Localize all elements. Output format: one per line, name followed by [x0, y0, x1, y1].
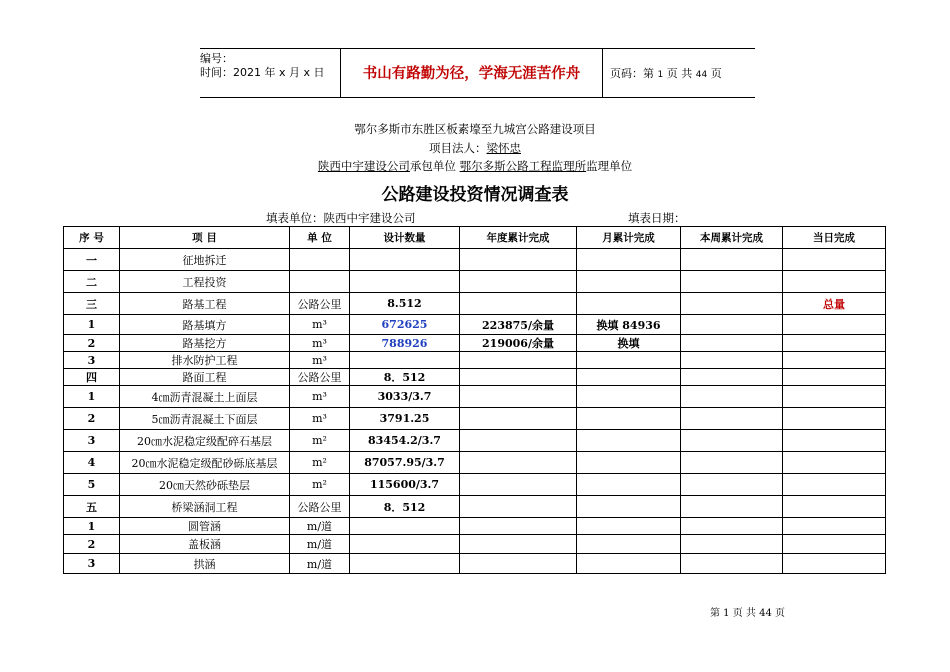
table-cell — [460, 474, 577, 496]
table-cell — [681, 335, 783, 352]
table-cell: 2 — [64, 535, 120, 554]
table-cell: m/道 — [290, 535, 350, 554]
table-cell — [681, 293, 783, 315]
table-cell: 219006/余量 — [460, 335, 577, 352]
table-cell: 1 — [64, 386, 120, 408]
table-cell — [350, 535, 460, 554]
table-cell: m² — [290, 474, 350, 496]
table-cell: 换填 — [577, 335, 681, 352]
table-cell — [681, 496, 783, 518]
table-cell: 788926 — [350, 335, 460, 352]
table-cell — [290, 249, 350, 271]
table-cell: 公路公里 — [290, 496, 350, 518]
table-cell — [577, 369, 681, 386]
table-cell: m³ — [290, 352, 350, 369]
table-cell: 115600/3.7 — [350, 474, 460, 496]
table-row — [64, 249, 886, 271]
table-cell — [577, 518, 681, 535]
table-cell — [783, 430, 886, 452]
table-cell — [783, 408, 886, 430]
table-cell: 三 — [64, 293, 120, 315]
table-cell — [460, 249, 577, 271]
table-cell — [577, 249, 681, 271]
table-cell — [460, 535, 577, 554]
table-cell — [681, 430, 783, 452]
table-cell: 公路公里 — [290, 293, 350, 315]
table-cell — [783, 496, 886, 518]
table-cell: 8．512 — [350, 496, 460, 518]
table-cell: 路基工程 — [120, 293, 290, 315]
table-cell: 4㎝沥青混凝土上面层 — [120, 386, 290, 408]
table-cell — [681, 408, 783, 430]
table-cell — [460, 352, 577, 369]
table-cell: 换填 84936 — [577, 315, 681, 335]
table-cell: 3 — [64, 352, 120, 369]
table-row — [64, 452, 886, 474]
table-cell: 5 — [64, 474, 120, 496]
page-total: 44 — [695, 70, 708, 80]
table-cell: 20㎝水泥稳定级配砂砾底基层 — [120, 452, 290, 474]
table-cell — [681, 474, 783, 496]
project-legal: 项目法人：梁怀忠 — [429, 141, 521, 155]
table-cell: 总量 — [783, 293, 886, 315]
number-label: 编号： — [200, 52, 233, 65]
table-cell — [783, 369, 886, 386]
table-cell: m³ — [290, 408, 350, 430]
table-cell: 路基挖方 — [120, 335, 290, 352]
table-cell — [577, 408, 681, 430]
table-cell: 2 — [64, 335, 120, 352]
time-label: 时间：2021 年 x 月 x 日 — [200, 66, 325, 79]
table-cell — [350, 271, 460, 293]
table-header-row — [64, 227, 886, 249]
fill-date: 填表日期： — [628, 211, 686, 225]
table-cell — [681, 369, 783, 386]
table-cell — [460, 518, 577, 535]
table-cell — [681, 352, 783, 369]
table-cell: 223875/余量 — [460, 315, 577, 335]
document-header — [200, 48, 755, 98]
table-cell — [783, 335, 886, 352]
table-row — [64, 518, 886, 535]
page-footer: 第 1 页 共 44 页 — [710, 608, 785, 619]
table-cell — [350, 352, 460, 369]
table-cell — [577, 496, 681, 518]
table-cell: 工程投资 — [120, 271, 290, 293]
header-motto: 书山有路勤为径，学海无涯苦作舟 — [340, 49, 603, 97]
page-end: 页 — [710, 67, 722, 80]
table-cell: 20㎝天然砂砾垫层 — [120, 474, 290, 496]
contractor-name: 陕西中宇建设公司 — [317, 159, 410, 173]
table-cell: 8．512 — [350, 369, 460, 386]
table-row — [64, 271, 886, 293]
table-cell: 圆管涵 — [120, 518, 290, 535]
table-cell: 四 — [64, 369, 120, 386]
table-cell — [350, 554, 460, 574]
table-cell: m³ — [290, 315, 350, 335]
table-cell — [460, 496, 577, 518]
table-row — [64, 535, 886, 554]
table-cell — [783, 249, 886, 271]
table-row — [64, 554, 886, 574]
table-cell: 3 — [64, 554, 120, 574]
table-cell: 二 — [64, 271, 120, 293]
table-row — [64, 369, 886, 386]
table-cell — [577, 554, 681, 574]
table-cell: 盖板涵 — [120, 535, 290, 554]
table-row — [64, 293, 886, 315]
table-cell: 3033/3.7 — [350, 386, 460, 408]
table-cell: 排水防护工程 — [120, 352, 290, 369]
table-cell — [681, 452, 783, 474]
table-cell — [460, 430, 577, 452]
header-page-info — [604, 49, 755, 97]
table-cell: 公路公里 — [290, 369, 350, 386]
table-cell: 87057.95/3.7 — [350, 452, 460, 474]
table-cell: 路面工程 — [120, 369, 290, 386]
table-cell: m³ — [290, 386, 350, 408]
table-cell — [783, 474, 886, 496]
table-cell: 3791.25 — [350, 408, 460, 430]
table-cell — [783, 315, 886, 335]
table-cell — [460, 554, 577, 574]
page-current: 1 — [657, 70, 664, 80]
table-row — [64, 335, 886, 352]
table-cell: 2 — [64, 408, 120, 430]
table-cell: 672625 — [350, 315, 460, 335]
header-meta — [200, 49, 340, 97]
supervisor-name: 鄂尔多斯公路工程监理所 — [459, 159, 587, 173]
table-cell — [577, 352, 681, 369]
table-cell — [577, 271, 681, 293]
table-row — [64, 315, 886, 335]
page-mid: 页 共 — [666, 67, 693, 80]
table-cell — [290, 271, 350, 293]
table-cell — [783, 554, 886, 574]
table-cell: 五 — [64, 496, 120, 518]
table-cell: 1 — [64, 315, 120, 335]
table-cell: 路基填方 — [120, 315, 290, 335]
fill-unit: 填表单位：陕西中宇建设公司 — [266, 211, 416, 225]
table-cell — [460, 369, 577, 386]
table-cell — [460, 293, 577, 315]
table-cell — [681, 271, 783, 293]
table-cell: 3 — [64, 430, 120, 452]
project-units: 陕西中宇建设公司承包单位 鄂尔多斯公路工程监理所监理单位 — [317, 159, 633, 173]
table-cell — [783, 352, 886, 369]
table-cell — [460, 452, 577, 474]
table-cell: 8.512 — [350, 293, 460, 315]
table-row — [64, 474, 886, 496]
table-cell: m/道 — [290, 518, 350, 535]
col-header: 序 号 — [64, 227, 120, 249]
table-cell — [681, 554, 783, 574]
project-line: 鄂尔多斯市东胜区板素壕至九城宫公路建设项目 — [354, 122, 596, 136]
page-label: 页码：第 — [610, 67, 654, 80]
table-cell — [681, 315, 783, 335]
table-cell: 一 — [64, 249, 120, 271]
table-cell — [681, 386, 783, 408]
table-cell: 征地拆迁 — [120, 249, 290, 271]
page-title: 公路建设投资情况调查表 — [381, 185, 569, 205]
table-cell — [681, 535, 783, 554]
table-cell: m³ — [290, 335, 350, 352]
table-cell: m² — [290, 430, 350, 452]
table-cell — [577, 386, 681, 408]
table-cell — [577, 452, 681, 474]
table-cell — [783, 535, 886, 554]
table-cell: m² — [290, 452, 350, 474]
table-row — [64, 352, 886, 369]
table-cell — [577, 535, 681, 554]
col-header: 月累计完成 — [577, 227, 681, 249]
col-header: 当日完成 — [783, 227, 886, 249]
col-header: 单 位 — [290, 227, 350, 249]
table-cell: 4 — [64, 452, 120, 474]
table-cell — [783, 518, 886, 535]
table-cell: 83454.2/3.7 — [350, 430, 460, 452]
table-row — [64, 496, 886, 518]
table-cell — [350, 518, 460, 535]
table-cell — [783, 271, 886, 293]
investment-table — [63, 226, 886, 574]
table-cell — [460, 408, 577, 430]
table-row — [64, 386, 886, 408]
legal-name: 梁怀忠 — [486, 141, 521, 155]
table-cell — [681, 518, 783, 535]
table-cell — [681, 249, 783, 271]
table-cell — [577, 474, 681, 496]
table-cell: m/道 — [290, 554, 350, 574]
table-row — [64, 430, 886, 452]
table-cell — [783, 386, 886, 408]
col-header: 年度累计完成 — [460, 227, 577, 249]
table-cell: 桥梁涵洞工程 — [120, 496, 290, 518]
table-cell: 20㎝水泥稳定级配碎石基层 — [120, 430, 290, 452]
table-cell — [783, 452, 886, 474]
table-cell — [460, 386, 577, 408]
table-cell — [350, 249, 460, 271]
table-cell — [460, 271, 577, 293]
table-cell: 拱涵 — [120, 554, 290, 574]
col-header: 本周累计完成 — [681, 227, 783, 249]
table-cell — [577, 430, 681, 452]
table-cell: 1 — [64, 518, 120, 535]
col-header: 项 目 — [120, 227, 290, 249]
table-cell: 5㎝沥青混凝土下面层 — [120, 408, 290, 430]
col-header: 设计数量 — [350, 227, 460, 249]
table-cell — [577, 293, 681, 315]
table-row — [64, 408, 886, 430]
